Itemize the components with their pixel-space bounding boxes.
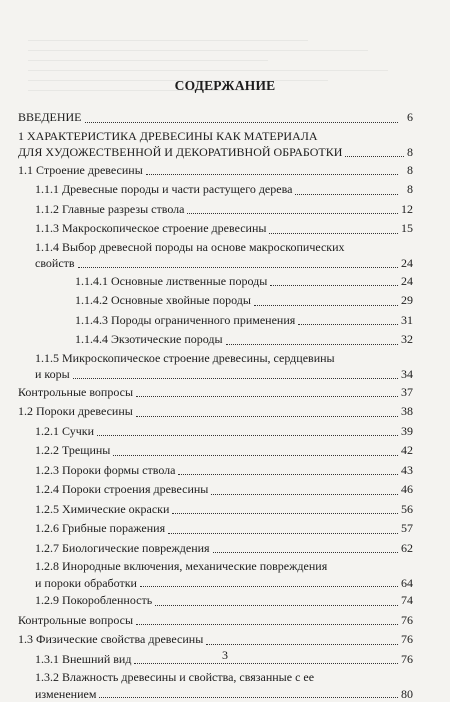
page-title: СОДЕРЖАНИЕ — [0, 78, 450, 94]
toc-entry-page: 62 — [401, 539, 413, 559]
toc-entry-label: ВВЕДЕНИЕ — [18, 108, 82, 128]
leader-dots — [226, 344, 398, 345]
toc-entry[interactable] — [18, 311, 413, 331]
leader-dots — [345, 156, 404, 157]
toc-entry-page: 24 — [401, 255, 413, 272]
leader-dots — [85, 122, 398, 123]
toc-entry-label: 1.2 Пороки древесины — [18, 402, 133, 422]
leader-dots — [269, 233, 398, 234]
toc-entry[interactable] — [18, 630, 413, 650]
toc-entry-page: 43 — [401, 461, 413, 481]
toc-entry[interactable] — [18, 350, 413, 383]
leader-dots — [136, 624, 398, 625]
toc-entry[interactable] — [18, 330, 413, 350]
toc-entry-label: 1.2.7 Биологические повреждения — [35, 539, 210, 559]
toc-entry[interactable] — [18, 272, 413, 292]
toc-entry-label: 1.1.3 Макроскопическое строение древесины — [35, 219, 266, 239]
toc-entry[interactable] — [18, 669, 413, 702]
toc-entry-page: 12 — [401, 200, 413, 220]
leader-dots — [178, 474, 398, 475]
toc-entry[interactable] — [18, 128, 413, 161]
toc-entry[interactable] — [18, 239, 413, 272]
toc-entry[interactable] — [18, 558, 413, 591]
toc-entry-page: 8 — [401, 161, 413, 181]
toc-entry-page: 15 — [401, 219, 413, 239]
toc-entry-label-cont: ДЛЯ ХУДОЖЕСТВЕННОЙ И ДЕКОРАТИВНОЙ ОБРАБОТКИ — [18, 144, 342, 161]
toc-entry[interactable] — [18, 422, 413, 442]
leader-dots — [270, 285, 398, 286]
toc-entry-page: 46 — [401, 480, 413, 500]
toc-entry[interactable] — [18, 180, 413, 200]
toc-entry-label: 1.2.6 Грибные поражения — [35, 519, 165, 539]
leader-dots — [295, 194, 398, 195]
toc-entry-page: 8 — [407, 144, 413, 161]
toc-entry-label: 1.2.2 Трещины — [35, 441, 110, 461]
leader-dots — [146, 174, 398, 175]
toc-entry[interactable] — [18, 519, 413, 539]
toc-entry-page: 74 — [401, 591, 413, 611]
toc-entry-label: Контрольные вопросы — [18, 611, 133, 631]
leader-dots — [172, 513, 398, 514]
leader-dots — [298, 324, 398, 325]
toc-entry-label-cont: свойств — [35, 255, 75, 272]
leader-dots — [73, 378, 398, 379]
toc-entry-label: 1.2.4 Пороки строения древесины — [35, 480, 208, 500]
toc-entry-label: 1.2.9 Покоробленность — [35, 591, 152, 611]
leader-dots — [134, 663, 398, 664]
toc-entry[interactable] — [18, 402, 413, 422]
toc-entry-page: 31 — [401, 311, 413, 331]
toc-entry-page: 34 — [401, 366, 413, 383]
leader-dots — [78, 267, 398, 268]
toc-entry[interactable] — [18, 108, 413, 128]
leader-dots — [99, 697, 398, 698]
toc-entry-page: 38 — [401, 402, 413, 422]
toc-entry[interactable] — [18, 291, 413, 311]
leader-dots — [213, 552, 398, 553]
toc-entry-page: 76 — [401, 611, 413, 631]
toc-entry-label: 1.2.3 Пороки формы ствола — [35, 461, 175, 481]
leader-dots — [211, 494, 398, 495]
toc-entry[interactable] — [18, 480, 413, 500]
toc-entry-page: 42 — [401, 441, 413, 461]
leader-dots — [136, 416, 398, 417]
toc-entry-page: 32 — [401, 330, 413, 350]
toc-entry-label: 1.1.2 Главные разрезы ствола — [35, 200, 184, 220]
toc-entry-label: 1.1.5 Микроскопическое строение древесины, сердцевины — [35, 350, 413, 367]
leader-dots — [136, 396, 398, 397]
toc-entry-label-cont: и пороки обработки — [35, 575, 137, 592]
toc-entry-label: 1.2.5 Химические окраски — [35, 500, 169, 520]
toc-entry[interactable] — [18, 500, 413, 520]
toc-entry[interactable] — [18, 539, 413, 559]
toc-entry-label: 1.1.1 Древесные породы и части растущего дерева — [35, 180, 292, 200]
table-of-contents — [18, 108, 413, 702]
toc-entry-label: 1.3 Физические свойства древесины — [18, 630, 203, 650]
toc-entry-label: Контрольные вопросы — [18, 383, 133, 403]
toc-entry[interactable] — [18, 461, 413, 481]
toc-entry[interactable] — [18, 161, 413, 181]
toc-entry-page: 29 — [401, 291, 413, 311]
toc-entry-label: 1.2.1 Сучки — [35, 422, 94, 442]
toc-entry-page: 24 — [401, 272, 413, 292]
toc-entry-label: 1.1.4.4 Экзотические породы — [75, 330, 223, 350]
toc-entry-label-cont: и коры — [35, 366, 70, 383]
leader-dots — [168, 533, 398, 534]
leader-dots — [254, 305, 398, 306]
toc-entry[interactable] — [18, 383, 413, 403]
toc-entry-page: 8 — [401, 180, 413, 200]
toc-entry[interactable] — [18, 611, 413, 631]
toc-entry-label: 1.1 Строение древесины — [18, 161, 143, 181]
leader-dots — [113, 455, 398, 456]
toc-entry-label: 1.1.4.1 Основные лиственные породы — [75, 272, 267, 292]
toc-entry-label: 1.3.2 Влажность древесины и свойства, связанные с ее — [35, 669, 413, 686]
toc-entry-label: 1.1.4 Выбор древесной породы на основе макроскопических — [35, 239, 413, 256]
toc-entry-page: 37 — [401, 383, 413, 403]
toc-entry-page: 39 — [401, 422, 413, 442]
toc-entry-page: 80 — [401, 686, 413, 702]
leader-dots — [187, 213, 398, 214]
toc-entry-label: 1.3.1 Внешний вид — [35, 650, 131, 670]
toc-entry-label: 1.1.4.3 Породы ограниченного применения — [75, 311, 295, 331]
toc-entry-page: 64 — [401, 575, 413, 592]
toc-entry[interactable] — [18, 591, 413, 611]
leader-dots — [206, 644, 398, 645]
toc-entry-page: 6 — [401, 108, 413, 128]
leader-dots — [155, 605, 398, 606]
toc-entry-page: 56 — [401, 500, 413, 520]
toc-entry-page: 76 — [401, 650, 413, 670]
toc-entry[interactable] — [18, 219, 413, 239]
toc-entry-label: 1 ХАРАКТЕРИСТИКА ДРЕВЕСИНЫ КАК МАТЕРИАЛА — [18, 128, 413, 145]
toc-entry-page: 76 — [401, 630, 413, 650]
leader-dots — [97, 435, 398, 436]
leader-dots — [140, 586, 398, 587]
toc-entry-label: 1.1.4.2 Основные хвойные породы — [75, 291, 251, 311]
toc-entry-label-cont: изменением — [35, 686, 96, 702]
toc-entry[interactable] — [18, 441, 413, 461]
toc-entry-label: 1.2.8 Инородные включения, механические повреждения — [35, 558, 413, 575]
toc-entry-page: 57 — [401, 519, 413, 539]
toc-entry[interactable] — [18, 200, 413, 220]
page-number: 3 — [0, 648, 450, 663]
